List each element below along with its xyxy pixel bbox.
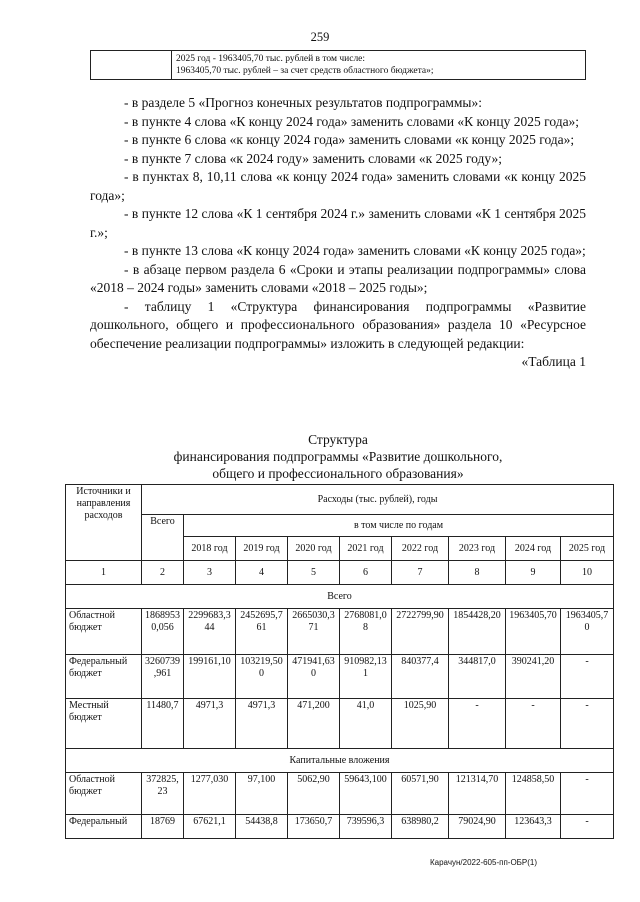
table-cell: 471941,630 xyxy=(288,655,340,699)
table-cell: - xyxy=(561,699,614,749)
table-cell: 2665030,371 xyxy=(288,609,340,655)
table-cell: 60571,90 xyxy=(392,773,449,815)
column-number: 8 xyxy=(449,561,506,585)
column-number: 1 xyxy=(66,561,142,585)
page-number: 259 xyxy=(310,30,330,44)
year-header: 2020 год xyxy=(288,537,340,561)
table-cell: 124858,50 xyxy=(506,773,561,815)
table-cell: 2768081,08 xyxy=(340,609,392,655)
by-year-header: в том числе по годам xyxy=(184,515,614,537)
continuation-line-2: 1963405,70 тыс. рублей – за счет средств областного бюджета»; xyxy=(176,66,434,76)
paragraph: - в пункте 4 слова «К концу 2024 года» заменить словами «К концу 2025 года»; xyxy=(124,113,580,129)
table-row xyxy=(66,773,614,815)
table-cell: 2299683,344 xyxy=(184,609,236,655)
table-cell: 54438,8 xyxy=(236,815,288,839)
document-code: Карачун/2022-605-пп-ОБР(1) xyxy=(430,858,538,867)
table-cell: 97,100 xyxy=(236,773,288,815)
paragraph: - таблицу 1 «Структура финансирования подпрограммы «Развитие дошкольного, общего и профессионального образования» раздела 10 «Ресурсное обеспечение реализации подпрограммы» изложить в следующей редакции: xyxy=(90,298,586,351)
row-label: Федеральный бюджет xyxy=(66,655,142,699)
paragraph: - в пункте 12 слова «К 1 сентября 2024 г.» заменить словами «К 1 сентября 2025 г.»; xyxy=(90,206,586,240)
table-cell: 739596,3 xyxy=(340,815,392,839)
table-cell: 59643,100 xyxy=(340,773,392,815)
table-reference: «Таблица 1 xyxy=(521,354,586,369)
row-label: Областной бюджет xyxy=(66,609,142,655)
total-header: Всего xyxy=(142,515,184,561)
section-title-total: Всего xyxy=(66,585,614,609)
column-number: 9 xyxy=(506,561,561,585)
table-cell: 2452695,761 xyxy=(236,609,288,655)
financing-table xyxy=(65,484,614,839)
table-cell: 3260739,961 xyxy=(142,655,184,699)
table-heading xyxy=(90,431,586,482)
paragraph: - в пункте 13 слова «К концу 2024 года» заменить словами «К концу 2025 года»; xyxy=(124,243,586,258)
table-cell: 1277,030 xyxy=(184,773,236,815)
column-number-row xyxy=(66,561,614,585)
table-cell: 123643,3 xyxy=(506,815,561,839)
table-cell: 344817,0 xyxy=(449,655,506,699)
paragraph: - в пунктах 8, 10,11 слова «к концу 2024 года» заменить словами «к концу 2025 года»; xyxy=(90,169,586,203)
heading-line-3: общего и профессионального образования» xyxy=(212,466,464,481)
table-cell: - xyxy=(561,655,614,699)
continuation-empty-cell xyxy=(91,51,172,80)
table-cell: 2722799,90 xyxy=(392,609,449,655)
column-number: 2 xyxy=(142,561,184,585)
row-label: Местный бюджет xyxy=(66,699,142,749)
table-cell: 638980,2 xyxy=(392,815,449,839)
table-cell: 1025,90 xyxy=(392,699,449,749)
section-title-capital: Капитальные вложения xyxy=(66,749,614,773)
column-number: 7 xyxy=(392,561,449,585)
table-cell: - xyxy=(506,699,561,749)
table-cell: 1963405,70 xyxy=(506,609,561,655)
table-cell: 4971,3 xyxy=(236,699,288,749)
table-cell: 471,200 xyxy=(288,699,340,749)
year-header: 2025 год xyxy=(561,537,614,561)
year-header: 2022 год xyxy=(392,537,449,561)
table-cell: 121314,70 xyxy=(449,773,506,815)
year-header: 2018 год xyxy=(184,537,236,561)
table-cell: 390241,20 xyxy=(506,655,561,699)
heading-line-2: финансирования подпрограммы «Развитие дошкольного, xyxy=(173,449,503,464)
table-cell: 4971,3 xyxy=(184,699,236,749)
amendment-text xyxy=(90,94,586,372)
table-cell: 103219,500 xyxy=(236,655,288,699)
table-row xyxy=(66,609,614,655)
row-label: Областной бюджет xyxy=(66,773,142,815)
continuation-table xyxy=(90,50,586,80)
paragraph: - в абзаце первом раздела 6 «Сроки и этапы реализации подпрограммы» слова «2018 – 2024 годы» заменить словами «2018 – 2025 годы»; xyxy=(90,261,586,295)
table-cell: 910982,131 xyxy=(340,655,392,699)
heading-line-1: Структура xyxy=(308,432,368,447)
table-cell: 199161,10 xyxy=(184,655,236,699)
table-cell: 840377,4 xyxy=(392,655,449,699)
table-cell: 18689530,056 xyxy=(142,609,184,655)
table-cell: - xyxy=(561,773,614,815)
paragraph: - в пункте 7 слова «к 2024 году» заменить словами «к 2025 году»; xyxy=(124,150,502,166)
table-cell: - xyxy=(449,699,506,749)
row-label: Федеральный xyxy=(66,815,142,839)
table-cell: 1854428,20 xyxy=(449,609,506,655)
table-cell: - xyxy=(561,815,614,839)
year-header: 2019 год xyxy=(236,537,288,561)
table-cell: 79024,90 xyxy=(449,815,506,839)
year-header: 2021 год xyxy=(340,537,392,561)
table-cell: 41,0 xyxy=(340,699,392,749)
table-row xyxy=(66,815,614,839)
continuation-cell xyxy=(172,51,586,80)
paragraph: - в разделе 5 «Прогноз конечных результатов подпрограммы»: xyxy=(124,95,483,110)
table-row xyxy=(66,655,614,699)
table-cell: 1963405,70 xyxy=(561,609,614,655)
table-cell: 173650,7 xyxy=(288,815,340,839)
table-cell: 5062,90 xyxy=(288,773,340,815)
column-number: 6 xyxy=(340,561,392,585)
column-number: 5 xyxy=(288,561,340,585)
column-number: 10 xyxy=(561,561,614,585)
sources-header: Источники и направления расходов xyxy=(66,485,142,561)
table-cell: 67621,1 xyxy=(184,815,236,839)
column-number: 4 xyxy=(236,561,288,585)
table-cell: 18769 xyxy=(142,815,184,839)
year-header: 2024 год xyxy=(506,537,561,561)
table-cell: 11480,7 xyxy=(142,699,184,749)
table-cell: 372825,23 xyxy=(142,773,184,815)
continuation-line-1: 2025 год - 1963405,70 тыс. рублей в том числе: xyxy=(176,54,366,64)
year-header: 2023 год xyxy=(449,537,506,561)
column-number: 3 xyxy=(184,561,236,585)
expenses-header: Расходы (тыс. рублей), годы xyxy=(142,485,614,515)
table-row xyxy=(66,699,614,749)
paragraph: - в пункте 6 слова «к концу 2024 года» заменить словами «к концу 2025 года»; xyxy=(124,132,575,147)
